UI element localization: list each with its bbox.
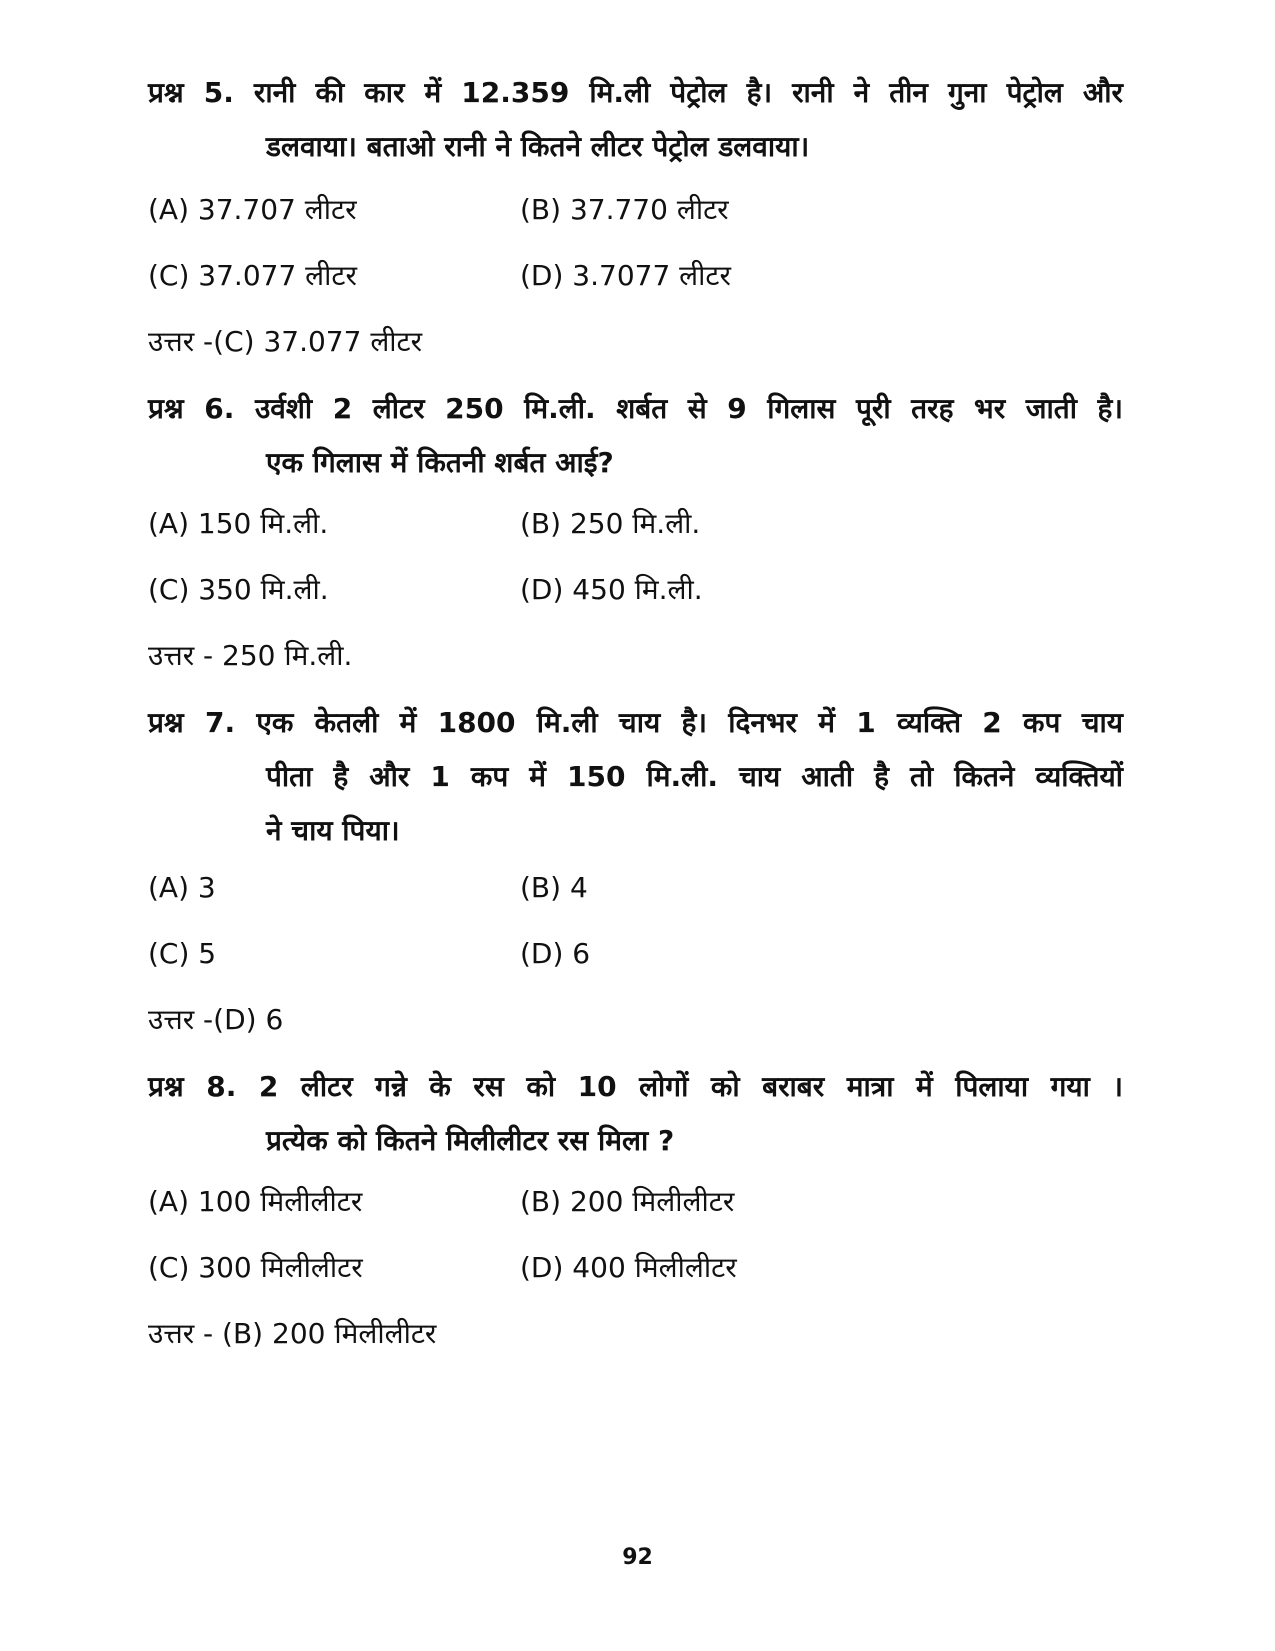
question-6 [148,382,1123,490]
question-text-line: पीता है और 1 कप में 150 मि.ली. चाय आती है तो कितने व्यक्तियों [266,760,1123,793]
question-text-line: प्रश्न 5. रानी की कार में 12.359 मि.ली पेट्रोल है। रानी ने तीन गुना पेट्रोल और [148,76,1123,109]
option-d: (D) 6 [520,937,591,970]
question-text-line: प्रश्न 7. एक केतली में 1800 मि.ली चाय है। दिनभर में 1 व्यक्ति 2 कप चाय [148,706,1123,739]
answer-text: उत्तर - (B) 200 मिलीलीटर [148,1317,437,1350]
answer-text: उत्तर -(D) 6 [148,1003,284,1036]
option-b: (B) 200 मिलीलीटर [520,1185,735,1218]
answer-text: उत्तर - 250 मि.ली. [148,639,353,672]
option-b: (B) 37.770 लीटर [520,193,729,226]
option-b: (B) 250 मि.ली. [520,507,701,540]
answer-text: उत्तर -(C) 37.077 लीटर [148,325,423,358]
question-text-line: डलवाया। बताओ रानी ने कितने लीटर पेट्रोल डलवाया। [266,130,810,163]
option-d: (D) 3.7077 लीटर [520,259,731,292]
question-text-line: प्रश्न 6. उर्वशी 2 लीटर 250 मि.ली. शर्बत से 9 गिलास पूरी तरह भर जाती है। [148,392,1123,425]
question-text-line: एक गिलास में कितनी शर्बत आई? [266,446,614,479]
option-c: (C) 5 [148,937,217,970]
question-5 [148,66,1123,174]
option-a: (A) 37.707 लीटर [148,193,357,226]
option-d: (D) 400 मिलीलीटर [520,1251,737,1284]
question-text-line: ने चाय पिया। [266,814,400,847]
option-c: (C) 300 मिलीलीटर [148,1251,363,1284]
question-7 [148,696,1123,858]
option-c: (C) 350 मि.ली. [148,573,329,606]
option-c: (C) 37.077 लीटर [148,259,357,292]
option-a: (A) 150 मि.ली. [148,507,329,540]
option-a: (A) 3 [148,871,216,904]
question-text-line: प्रश्न 8. 2 लीटर गन्ने के रस को 10 लोगों को बराबर मात्रा में पिलाया गया । [148,1070,1123,1103]
option-d: (D) 450 मि.ली. [520,573,703,606]
page-number: 92 [622,1545,653,1570]
question-text-line: प्रत्येक को कितने मिलीलीटर रस मिला ? [266,1124,675,1157]
option-b: (B) 4 [520,871,588,904]
question-8 [148,1060,1123,1168]
option-a: (A) 100 मिलीलीटर [148,1185,363,1218]
